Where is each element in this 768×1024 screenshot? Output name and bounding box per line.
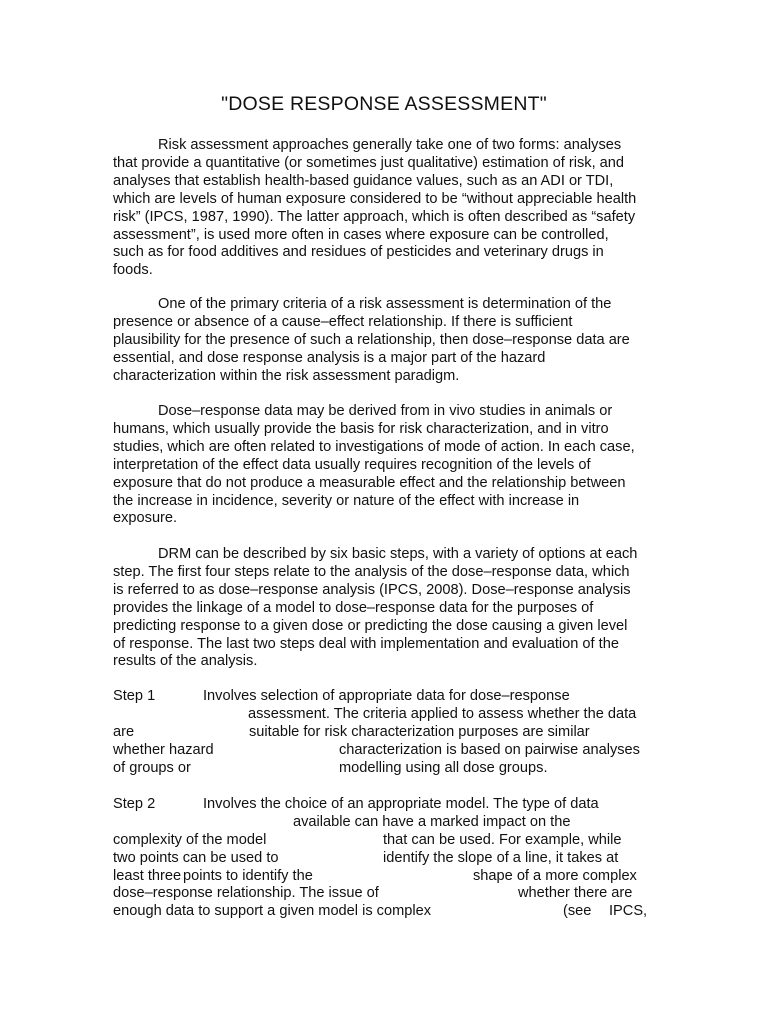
step-line: [113, 724, 658, 742]
step-line: [113, 903, 658, 921]
step-text-segment: available can have a marked impact on the: [293, 813, 571, 830]
text-line: assessment”, is used more often in cases where exposure can be controlled,: [113, 226, 609, 243]
text-line: exposure that do not produce a measurable effect and the relationship between: [113, 474, 626, 491]
step-text-segment: least three: [113, 867, 182, 884]
step-text-segment: Involves selection of appropriate data for dose–response: [203, 688, 570, 704]
text-line: One of the primary criteria of a risk assessment is determination of the: [158, 296, 612, 312]
step-text-segment: of groups or: [113, 759, 191, 776]
text-line: essential, and dose response analysis is a major part of the hazard: [113, 349, 546, 366]
step-text-segment: whether there are: [518, 885, 633, 902]
step-text-segment: points to identify the: [183, 867, 313, 884]
step-line: [113, 814, 658, 832]
step-line: [113, 868, 658, 886]
text-line: is referred to as dose–response analysis (IPCS, 2008). Dose–response analysis: [113, 581, 631, 598]
step-line: [113, 832, 658, 850]
text-line: studies, which are often related to investigations of mode of action. In each case,: [113, 438, 635, 455]
text-line: plausibility for the presence of such a relationship, then dose–response data are: [113, 331, 630, 348]
step-text-segment: shape of a more complex: [473, 867, 637, 884]
step-text-segment: Step 2: [113, 796, 156, 812]
step-text-segment: (see: [563, 903, 592, 920]
step-line: [113, 688, 658, 706]
document-title: "DOSE RESPONSE ASSESSMENT": [221, 93, 547, 115]
paragraph-risk-assessment: [113, 137, 658, 280]
text-line: such as for food additives and residues of pesticides and veterinary drugs in: [113, 244, 604, 261]
text-line: Risk assessment approaches generally take one of two forms: analyses: [158, 137, 622, 153]
paragraph-drm-steps: [113, 546, 658, 671]
text-line: DRM can be described by six basic steps, with a variety of options at each: [158, 546, 638, 562]
step-text-segment: Step 1: [113, 688, 156, 704]
paragraph-cause-effect: [113, 296, 658, 386]
step-text-segment: that can be used. For example, while: [383, 831, 622, 848]
step-line: [113, 850, 658, 868]
text-line: exposure.: [113, 510, 178, 527]
step-text-segment: characterization is based on pairwise analyses: [339, 741, 640, 758]
step-line: [113, 760, 658, 778]
text-line: that provide a quantitative (or sometimes just qualitative) estimation of risk, and: [113, 154, 625, 171]
paragraph-dose-response-data: [113, 403, 658, 528]
text-line: risk” (IPCS, 1987, 1990). The latter approach, which is often described as “safety: [113, 208, 636, 225]
step-text-segment: identify the slope of a line, it takes at: [383, 849, 619, 866]
text-line: the increase in incidence, severity or nature of the effect with increase in: [113, 492, 580, 509]
step-text-segment: dose–response relationship. The issue of: [113, 885, 379, 902]
text-line: provides the linkage of a model to dose–response data for the purposes of: [113, 599, 594, 616]
step-2-entry: [113, 796, 658, 921]
text-line: step. The first four steps relate to the analysis of the dose–response data, which: [113, 563, 630, 580]
step-text-segment: IPCS,: [609, 903, 648, 920]
step-text-segment: two points can be used to: [113, 849, 279, 866]
step-text-segment: suitable for risk characterization purposes are similar: [249, 723, 590, 740]
step-text-segment: assessment. The criteria applied to assess whether the data: [248, 705, 637, 722]
step-text-segment: whether hazard: [113, 741, 214, 758]
text-line: results of the analysis.: [113, 653, 258, 670]
step-line: [113, 706, 658, 724]
text-line: analyses that establish health-based guidance values, such as an ADI or TDI,: [113, 172, 614, 189]
step-text-segment: Involves the choice of an appropriate model. The type of data: [203, 796, 599, 812]
text-line: interpretation of the effect data usually requires recognition of the levels of: [113, 456, 591, 473]
step-text-segment: complexity of the model: [113, 831, 267, 848]
text-line: presence or absence of a cause–effect relationship. If there is sufficient: [113, 313, 573, 330]
step-text-segment: enough data to support a given model is complex: [113, 903, 432, 920]
text-line: of response. The last two steps deal with implementation and evaluation of the: [113, 635, 619, 652]
step-text-segment: modelling using all dose groups.: [339, 759, 548, 776]
text-line: which are levels of human exposure considered to be “without appreciable health: [113, 190, 637, 207]
step-line: [113, 742, 658, 760]
step-line: [113, 885, 658, 903]
text-line: humans, which usually provide the basis for risk characterization, and in vitro: [113, 420, 609, 437]
text-line: characterization within the risk assessment paradigm.: [113, 367, 460, 384]
text-line: predicting response to a given dose or predicting the dose causing a given level: [113, 617, 628, 634]
step-text-segment: are: [113, 723, 135, 740]
step-1-entry: [113, 688, 658, 777]
text-line: foods.: [113, 262, 153, 279]
step-line: [113, 796, 658, 814]
text-line: Dose–response data may be derived from in vivo studies in animals or: [158, 403, 613, 419]
